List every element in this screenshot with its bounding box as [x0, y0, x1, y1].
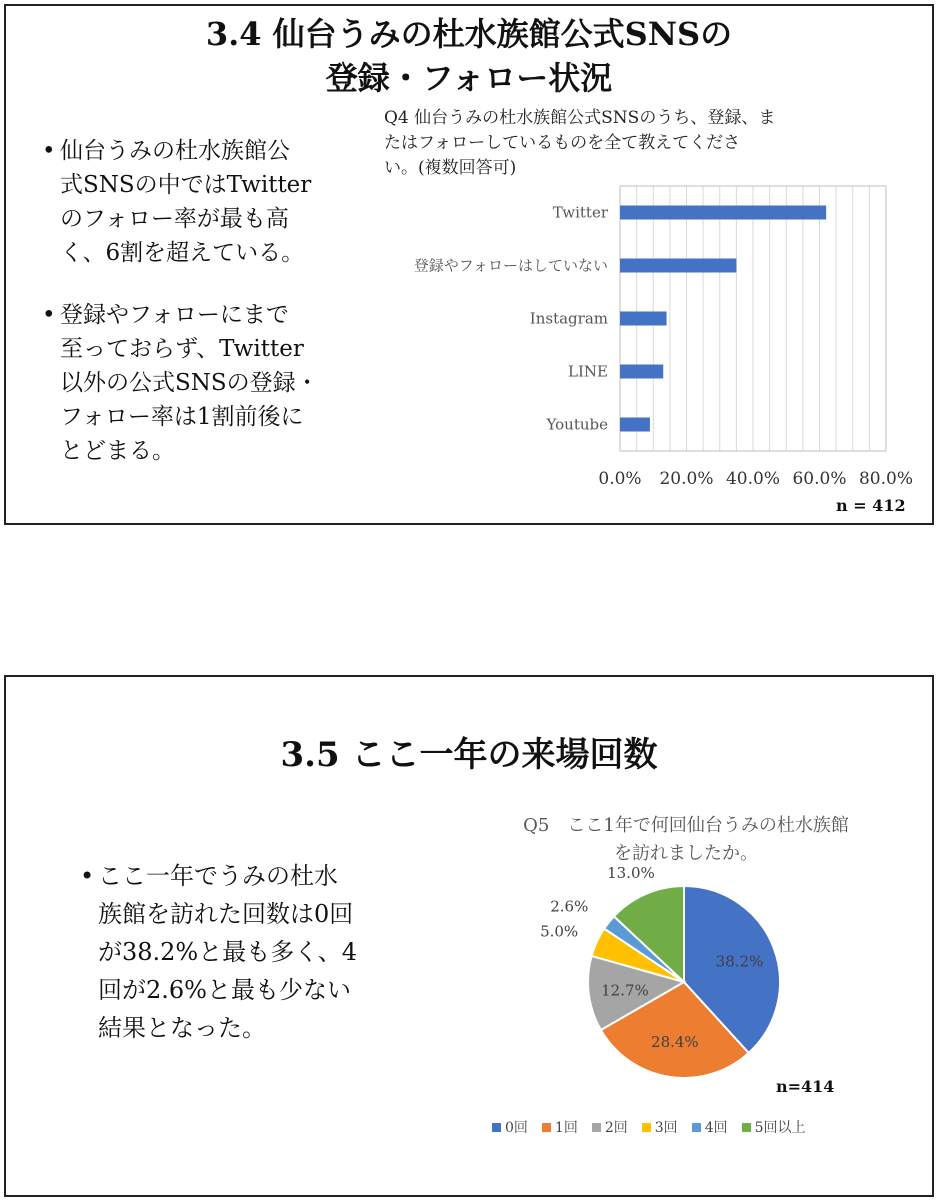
- legend-swatch: [492, 1123, 501, 1132]
- slide-visit-count: [4, 675, 934, 1197]
- bullet-line: のフォロー率が最も高: [60, 206, 289, 232]
- legend-label: 4回: [704, 1120, 728, 1136]
- bullet-line: 族館を訪れた回数は0回: [98, 900, 354, 928]
- bar: [620, 365, 663, 379]
- bar-chart: [6, 6, 932, 523]
- category-label: Twitter: [552, 203, 608, 222]
- bullet-line: 式SNSの中ではTwitter: [60, 172, 312, 198]
- bullet-line: とどまる。: [60, 438, 175, 464]
- pie-data-label: 12.7%: [601, 981, 649, 1000]
- bullet-line: フォロー率は1割前後に: [60, 404, 304, 430]
- pie-data-label: 2.6%: [550, 897, 589, 916]
- pie-chart-legend: [492, 1117, 806, 1137]
- category-label: 登録やフォローはしていない: [413, 256, 608, 275]
- bar-chart-n-label: n = 412: [836, 496, 906, 515]
- legend-item: [692, 1117, 728, 1137]
- legend-label: 5回以上: [754, 1120, 806, 1136]
- legend-item: [492, 1117, 528, 1137]
- slide-sns-follow: [4, 4, 934, 525]
- bullet-line: 仙台うみの杜水族館公: [60, 138, 290, 164]
- x-tick-label: 60.0%: [792, 469, 847, 489]
- bar: [620, 418, 650, 432]
- legend-item: [742, 1117, 806, 1137]
- bullet-marker: •: [80, 862, 95, 890]
- bar-chart-title-line: い。(複数回答可): [384, 158, 517, 178]
- x-tick-label: 40.0%: [725, 469, 781, 489]
- bar: [620, 206, 826, 220]
- bar-chart-title-line: たはフォローしているものを全て教えてくださ: [384, 133, 741, 153]
- legend-label: 0回: [505, 1120, 528, 1136]
- x-tick-label: 20.0%: [659, 469, 714, 489]
- category-label: LINE: [568, 362, 608, 381]
- bullet-line: 登録やフォローにまで: [60, 302, 289, 328]
- legend-item: [642, 1117, 678, 1137]
- legend-item: [592, 1117, 628, 1137]
- bar-chart-title-line: Q4 仙台うみの杜水族館公式SNSのうち、登録、ま: [384, 108, 776, 128]
- bullet-marker: •: [42, 302, 56, 328]
- x-tick-label: 0.0%: [598, 469, 642, 489]
- x-tick-label: 80.0%: [858, 469, 914, 489]
- pie-data-label: 13.0%: [607, 864, 655, 883]
- legend-swatch: [592, 1123, 601, 1132]
- legend-swatch: [642, 1123, 651, 1132]
- pie-chart-title-line: Q5 ここ1年で何回仙台うみの杜水族館: [523, 815, 849, 836]
- bar: [620, 312, 667, 326]
- pie-chart-n-label: n=414: [776, 1077, 835, 1096]
- bar: [620, 259, 736, 273]
- legend-swatch: [542, 1123, 551, 1132]
- pie-chart-title-line: を訪れましたか。: [614, 843, 758, 864]
- bullet-line: く、6割を超えている。: [60, 240, 305, 266]
- pie-data-label: 5.0%: [540, 922, 579, 941]
- bullet-line: 以外の公式SNSの登録・: [60, 370, 319, 396]
- slide1-title-line2: 登録・フォロー状況: [325, 59, 613, 97]
- legend-swatch: [692, 1123, 701, 1132]
- category-label: Instagram: [529, 309, 608, 328]
- legend-label: 3回: [654, 1120, 678, 1136]
- bullet-line: 至っておらず、Twitter: [60, 336, 304, 362]
- legend-label: 1回: [554, 1120, 578, 1136]
- category-label: Youtube: [546, 415, 608, 434]
- legend-label: 2回: [604, 1120, 628, 1136]
- bullet-line: 回が2.6%と最も少ない: [98, 976, 351, 1004]
- bullet-marker: •: [42, 138, 56, 164]
- bullet-line: ここ一年でうみの杜水: [98, 862, 338, 890]
- slide1-title-line1: 3.4 仙台うみの杜水族館公式SNSの: [205, 15, 733, 53]
- legend-item: [542, 1117, 578, 1137]
- pie-data-label: 28.4%: [651, 1032, 699, 1051]
- slide2-title: 3.5 ここ一年の来場回数: [280, 735, 658, 775]
- pie-data-label: 38.2%: [715, 952, 764, 971]
- bullet-line: 結果となった。: [98, 1014, 266, 1042]
- legend-swatch: [742, 1123, 751, 1132]
- bullet-line: が38.2%と最も多く、4: [98, 938, 358, 966]
